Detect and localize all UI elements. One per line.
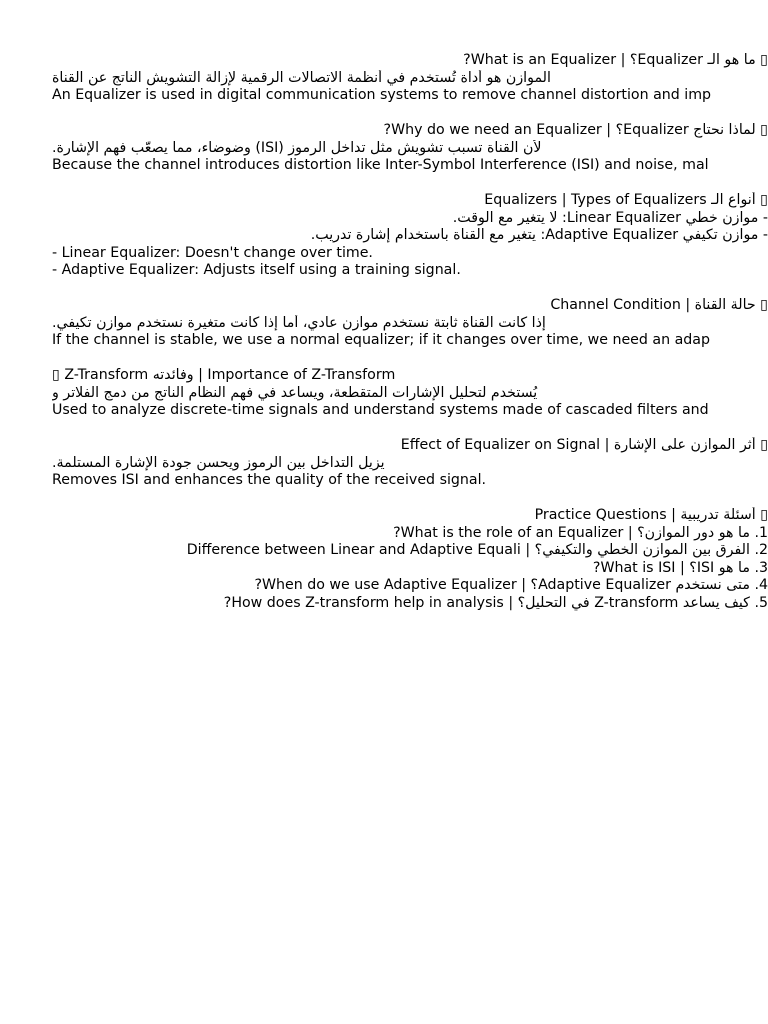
arabic-text-line: الموازن هو أداة تُستخدم في أنظمة الاتصالات الرقمية لإزالة التشويش الناتج عن القناة	[52, 69, 551, 86]
english-text-line: Because the channel introduces distortion like Inter-Symbol Interference (ISI) and noise, mal	[52, 157, 709, 173]
section-heading-channel-condition: ▯ حالة القناة | Channel Condition	[550, 297, 768, 313]
section-heading-effect-on-signal: ▯ أثر الموازن على الإشارة | Effect of Equalizer on Signal	[400, 437, 768, 453]
spacer	[52, 350, 768, 368]
english-text-line: Used to analyze discrete-time signals and understand systems made of cascaded filters and	[52, 402, 709, 418]
arabic-text-line: لأن القناة تسبب تشويش مثل تداخل الرموز (ISI) وضوضاء، مما يصعّب فهم الإشارة.	[52, 139, 542, 156]
section-heading-types: ▯ أنواع الـ Equalizers | Types of Equalizers	[484, 192, 768, 208]
arabic-text-line: إذا كانت القناة ثابتة نستخدم موازن عادي، أما إذا كانت متغيرة نستخدم موازن تكيفي.	[52, 314, 546, 331]
section-heading-practice-questions: ▯ أسئلة تدريبية | Practice Questions	[534, 507, 768, 523]
question-item: 2. الفرق بين الموازن الخطي والتكيفي؟ | Difference between Linear and Adaptive Equali	[186, 542, 768, 558]
question-item: 5. كيف يساعد Z-transform في التحليل؟ | How does Z-transform help in analysis?	[223, 594, 768, 611]
section-heading-z-transform: ▯ Z-Transform وفائدته | Importance of Z-Transform	[52, 367, 396, 383]
english-text-line: Removes ISI and enhances the quality of the received signal.	[52, 472, 487, 488]
question-item: 4. متى نستخدم Adaptive Equalizer؟ | When do we use Adaptive Equalizer?	[254, 577, 768, 593]
question-item: 1. ما هو دور الموازن؟ | What is the role of an Equalizer?	[393, 524, 768, 541]
english-text-line: If the channel is stable, we use a normal equalizer; if it changes over time, we need an adap	[52, 332, 711, 348]
question-item: 3. ما هو ISI؟ | What is ISI?	[592, 559, 768, 576]
spacer	[52, 420, 768, 438]
spacer	[52, 490, 768, 508]
arabic-text-line: يُستخدم لتحليل الإشارات المتقطعة، ويساعد في فهم النظام الناتج من دمج الفلاتر و	[52, 384, 538, 401]
list-item: - Adaptive Equalizer: Adjusts itself using a training signal.	[52, 262, 461, 278]
list-item: - موازن تكيفي Adaptive Equalizer: يتغير مع القناة باستخدام إشارة تدريب.	[310, 227, 768, 243]
document-page	[52, 52, 768, 612]
list-item: - Linear Equalizer: Doesn't change over time.	[52, 244, 373, 261]
english-text-line: An Equalizer is used in digital communication systems to remove channel distortion and imp	[52, 87, 712, 103]
section-heading-why-equalizer: ▯ لماذا نحتاج Equalizer؟ | Why do we need an Equalizer?	[383, 122, 768, 138]
list-item: - موازن خطي Linear Equalizer: لا يتغير مع الوقت.	[452, 209, 768, 226]
arabic-text-line: يزيل التداخل بين الرموز ويحسن جودة الإشارة المستلمة.	[52, 454, 385, 471]
spacer	[52, 280, 768, 298]
section-heading-what-is-equalizer: ▯ ما هو الـ Equalizer؟ | What is an Equalizer?	[463, 52, 768, 68]
spacer	[52, 105, 768, 123]
spacer	[52, 175, 768, 193]
